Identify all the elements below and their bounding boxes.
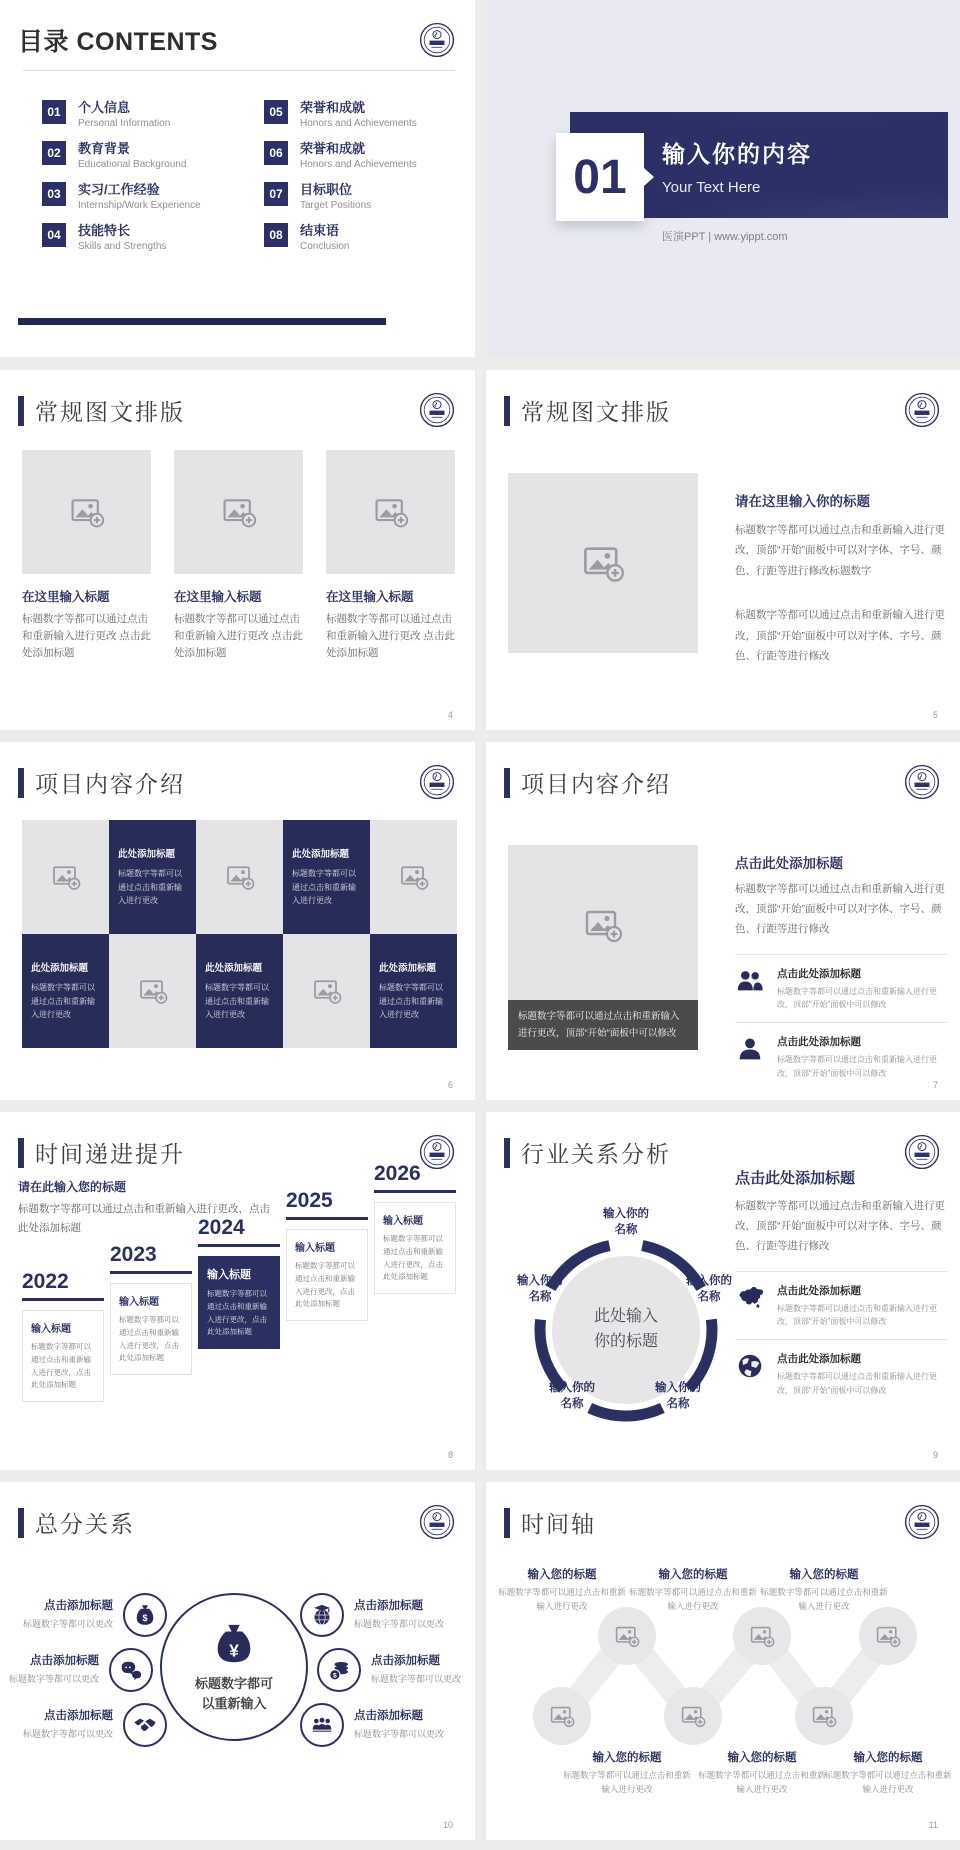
block-heading: 请在此输入您的标题 [18,1180,127,1194]
paragraph: 标题数字等都可以通过点击和重新输入进行更改，顶部“开始”面板中可以对字体、字号、颜色、行距等进行修改标题数字 [735,524,945,577]
toc-item [264,182,464,223]
step-title: 输入标题 [207,1269,251,1282]
slide-relation-analysis[interactable] [486,1112,960,1470]
toc-item-number: 06 [264,141,288,165]
node-title: 输入您的标题 [727,1752,797,1764]
item-title: 点击此处添加标题 [777,967,861,980]
title-accent-bar [18,396,24,426]
text-column [735,490,947,667]
slide-zigzag-timeline[interactable] [486,1482,960,1840]
toc-item-subtitle: Honors and Achievements [300,117,417,129]
text-cell [196,934,283,1048]
slide-layout-cards[interactable] [0,370,475,730]
spoke-circle [123,1703,167,1747]
timeline-node [664,1687,722,1745]
node-body: 标题数字等都可以通过点击和重新输入进行更改 [698,1770,826,1794]
feature-list [735,1271,947,1407]
toc-item [264,223,464,264]
toc-item-title: 目标职位 [300,182,353,197]
cell-body: 标题数字等都可以通过点击和重新输入进行更改 [292,869,356,906]
toc-item-number: 02 [42,141,66,165]
year-label: 2024 [198,1216,245,1239]
slide-title: 项目内容介绍 [521,771,671,797]
slide-header [504,766,671,799]
step-title: 输入标题 [31,1324,71,1336]
page-number: 10 [442,1820,453,1830]
cell-body: 标题数字等都可以通过点击和重新输入进行更改 [118,869,182,906]
toc-item-title: 结束语 [300,223,340,238]
school-emblem-icon [419,22,455,58]
toc-item [264,100,464,141]
step-title: 输入标题 [383,1216,423,1228]
toc-item-subtitle: Educational Background [78,158,187,170]
step-body: 标题数字等都可以通过点击和重新输入进行更改，点击此处添加标题 [31,1342,91,1390]
toc-item [42,182,264,223]
cell-title: 此处添加标题 [118,849,176,861]
step-box [22,1310,104,1402]
step-body: 标题数字等都可以通过点击和重新输入进行更改，点击此处添加标题 [295,1261,355,1309]
image-plus-icon [581,541,625,585]
toc-item-subtitle: Personal Information [78,117,171,129]
spoke-title: 点击添加标题 [371,1655,440,1667]
image-plus-icon [51,862,81,892]
paragraph: 标题数字等都可以通过点击和重新输入进行更改，顶部“开始”面板中可以对字体、字号、颜色、行距等进行修改 [735,1200,945,1252]
timeline-node [598,1607,656,1665]
node-title: 输入您的标题 [789,1569,859,1581]
image-plus-icon [69,494,105,530]
text-cell [370,934,457,1048]
item-title: 点击此处添加标题 [777,1284,861,1297]
toc-item-title: 技能特长 [78,223,131,238]
toc-list [42,100,464,264]
toc-item-title: 荣誉和成就 [300,100,366,115]
toc-item-number: 07 [264,182,288,206]
toc-title: 目录 CONTENTS [18,28,218,56]
step-title: 输入标题 [295,1243,335,1255]
year-underline [110,1271,192,1274]
school-emblem-icon [904,1134,940,1170]
graduation-globe-icon [310,1603,334,1627]
page-number: 8 [447,1450,453,1460]
globe-icon [735,1351,765,1381]
school-emblem-icon [419,764,455,800]
step-box [374,1202,456,1294]
year-underline [286,1217,368,1220]
china-map-icon [735,1283,765,1313]
image-placeholder [508,845,698,1050]
image-placeholder [508,473,698,653]
slide-header [18,1506,135,1539]
toc-item-subtitle: Target Positions [300,199,372,211]
spoke-circle [123,1593,167,1637]
slide-layout-image-text[interactable] [486,370,960,730]
title-accent-bar [504,768,510,798]
slide-section-header[interactable] [486,0,960,357]
slide-project-detail[interactable] [486,742,960,1100]
page-number: 7 [932,1080,938,1090]
image-plus-icon [583,905,623,945]
diagram-node-label: 输入你的名称 [686,1275,732,1303]
step-body: 标题数字等都可以通过点击和重新输入进行更改，点击此处添加标题 [383,1234,443,1282]
image-plus-icon [549,1703,575,1729]
timeline-node [733,1607,791,1665]
user-icon [735,1034,765,1064]
arrow-right-icon [644,168,654,186]
spoke-circle [300,1703,344,1747]
node-label [497,1566,627,1613]
spoke-circle [317,1648,361,1692]
slide-header [504,394,671,427]
block-heading: 请在这里输入你的标题 [735,494,870,509]
school-emblem-icon [904,764,940,800]
content-card [22,450,151,661]
image-caption [508,1000,698,1050]
feature-list [735,954,947,1090]
image-plus-icon [875,1623,901,1649]
image-plus-icon [614,1623,640,1649]
spoke-label [21,1707,113,1740]
node-label [628,1566,758,1613]
year-underline [374,1190,456,1193]
content-card [174,450,303,661]
cell-body: 标题数字等都可以通过点击和重新输入进行更改 [379,983,443,1020]
timeline-step [110,1243,192,1375]
toc-item-subtitle: Internship/Work Experience [78,199,201,211]
spoke-body: 标题数字等都可以更改 [354,1619,445,1629]
spoke-circle [109,1648,153,1692]
toc-item-title: 实习/工作经验 [78,182,160,197]
spoke-title: 点击添加标题 [44,1710,113,1722]
toc-item-subtitle: Conclusion [300,240,350,252]
feature-item [735,1271,947,1339]
bottom-accent-bar [18,318,386,325]
item-body: 标题数字等都可以通过点击和重新输入进行更改，顶部“开始”面板中可以修改 [777,1055,937,1078]
spoke-body: 标题数字等都可以更改 [22,1729,113,1739]
hub-circle [160,1593,308,1741]
spoke-circle [300,1593,344,1637]
toc-item-number: 04 [42,223,66,247]
coins-icon [327,1658,351,1682]
node-label [823,1749,953,1796]
slide-title: 总分关系 [35,1511,135,1537]
image-plus-icon [399,862,429,892]
page-number: 5 [932,710,938,720]
toc-item-number: 01 [42,100,66,124]
item-body: 标题数字等都可以通过点击和重新输入进行更改，顶部“开始”面板中可以修改 [777,986,937,1010]
image-plus-icon [749,1623,775,1649]
node-body: 标题数字等都可以通过点击和重新输入进行更改 [760,1587,888,1611]
node-label [697,1749,827,1796]
spoke-title: 点击添加标题 [354,1710,423,1722]
money-bag-yen-icon [211,1621,257,1667]
node-body: 标题数字等都可以通过点击和重新输入进行更改 [824,1770,952,1794]
image-placeholder [22,820,109,934]
spoke-label [354,1597,458,1630]
cell-title: 此处添加标题 [379,963,437,975]
hub-title: 标题数字都可以重新输入 [194,1676,273,1711]
cell-body: 标题数字等都可以通过点击和重新输入进行更改 [31,983,95,1020]
timeline-step [374,1162,456,1294]
year-label: 2022 [22,1270,69,1293]
text-cell [283,820,370,934]
brand-watermark: 医演PPT | www.yippt.com [662,231,788,243]
slide-staircase-timeline[interactable] [0,1112,475,1470]
spoke-label [7,1652,99,1685]
timeline-node [795,1687,853,1745]
step-title: 输入标题 [119,1297,159,1309]
year-label: 2026 [374,1162,421,1185]
image-placeholder [326,450,455,574]
slide-toc[interactable] [0,0,475,357]
step-box [286,1229,368,1321]
image-plus-icon [811,1703,837,1729]
toc-item-number: 03 [42,182,66,206]
page-number: 6 [447,1080,453,1090]
card-body: 标题数字等都可以通过点击和重新输入进行更改 点击此处添加标题 [174,613,303,659]
slide-header [18,394,185,427]
card-row [22,450,455,661]
toc-item [42,141,264,182]
node-body: 标题数字等都可以通过点击和重新输入进行更改 [629,1587,757,1611]
image-plus-icon [680,1703,706,1729]
node-title: 输入您的标题 [592,1752,662,1764]
toc-item [264,141,464,182]
slide-title: 项目内容介绍 [35,771,185,797]
item-body: 标题数字等都可以通过点击和重新输入进行更改，顶部“开始”面板中可以修改 [777,1303,937,1327]
image-placeholder [283,934,370,1048]
feature-item [735,1339,947,1407]
slide-title: 行业关系分析 [521,1141,671,1167]
text-column [735,852,947,1090]
slide-title: 时间递进提升 [35,1141,185,1167]
block-subtext: 标题数字等都可以通过点击和重新输入进行更改，点击此处添加标题 [18,1203,270,1235]
title-accent-bar [18,1138,24,1168]
spoke-title: 点击添加标题 [30,1655,99,1667]
spoke-title: 点击添加标题 [44,1600,113,1612]
school-emblem-icon [419,392,455,428]
slide-header [18,766,185,799]
card-body: 标题数字等都可以通过点击和重新输入进行更改 点击此处添加标题 [22,613,151,659]
card-title: 在这里输入标题 [174,590,262,604]
year-underline [22,1298,104,1301]
section-titles [662,136,812,196]
step-box [110,1283,192,1375]
image-plus-icon [221,494,257,530]
spoke-title: 点击添加标题 [354,1600,423,1612]
spoke-body: 标题数字等都可以更改 [8,1674,99,1684]
section-title-zh: 输入你的内容 [662,141,812,167]
image-placeholder [109,934,196,1048]
toc-item-subtitle: Honors and Achievements [300,158,417,170]
year-underline [198,1244,280,1247]
handshake-icon [133,1713,157,1737]
caption-text: 标题数字等都可以通过点击和重新输入进行更改，顶部“开始”面板中可以修改 [518,1010,680,1039]
section-number: 01 [573,150,627,204]
toc-item-title: 个人信息 [78,100,131,115]
slide-hub-spokes[interactable] [0,1482,475,1840]
divider [23,70,455,71]
feature-item [735,1022,947,1090]
step-body: 标题数字等都可以通过点击和重新输入进行更改，点击此处添加标题 [207,1289,267,1337]
diagram-node-label: 输入你的名称 [549,1382,595,1410]
image-placeholder [196,820,283,934]
item-body: 标题数字等都可以通过点击和重新输入进行更改，顶部“开始”面板中可以修改 [777,1372,937,1395]
title-accent-bar [18,1508,24,1538]
block-heading: 点击此处添加标题 [735,1170,856,1187]
spoke-body: 标题数字等都可以更改 [354,1729,445,1739]
slide-project-checkerboard[interactable] [0,742,475,1100]
checkerboard [22,820,457,1048]
section-number-box [556,133,644,221]
cell-title: 此处添加标题 [205,963,263,975]
block-heading: 点击此处添加标题 [735,856,843,871]
school-emblem-icon [904,392,940,428]
spoke-body: 标题数字等都可以更改 [22,1619,113,1629]
title-accent-bar [18,768,24,798]
node-body: 标题数字等都可以通过点击和重新输入进行更改 [498,1587,626,1611]
item-title: 点击此处添加标题 [777,1036,861,1048]
card-body: 标题数字等都可以通过点击和重新输入进行更改 点击此处添加标题 [326,613,455,659]
money-bag-dollar-icon [133,1603,157,1627]
image-placeholder [174,450,303,574]
users-icon [735,966,765,996]
diagram-node-label: 输入你的名称 [517,1275,563,1303]
page-number: 9 [932,1450,938,1460]
slide-header [18,1136,185,1169]
node-body: 标题数字等都可以通过点击和重新输入进行更改 [563,1770,691,1794]
step-box [198,1256,280,1349]
center-title: 此处输入你的标题 [593,1308,658,1350]
spoke-label [21,1597,113,1630]
cell-title: 此处添加标题 [31,963,89,975]
timeline-node [859,1607,917,1665]
text-column [735,1167,947,1407]
node-title: 输入您的标题 [658,1569,728,1581]
timeline-step [286,1189,368,1321]
image-plus-icon [373,494,409,530]
page-number: 11 [928,1820,938,1830]
slide-title: 常规图文排版 [521,399,671,425]
node-label [562,1749,692,1796]
year-label: 2023 [110,1243,157,1266]
school-emblem-icon [419,1504,455,1540]
year-label: 2025 [286,1189,333,1212]
timeline-step-highlight [198,1216,280,1349]
image-plus-icon [138,976,168,1006]
content-card [326,450,455,661]
diagram-node-label: 输入你的名称 [655,1382,701,1410]
cell-title: 此处添加标题 [292,849,350,861]
text-cell [109,820,196,934]
toc-item-number: 08 [264,223,288,247]
image-placeholder [22,450,151,574]
node-title: 输入您的标题 [853,1752,923,1764]
image-plus-icon [225,862,255,892]
item-title: 点击此处添加标题 [777,1353,861,1365]
title-accent-bar [504,1138,510,1168]
paragraph: 标题数字等都可以通过点击和重新输入进行更改，顶部“开始”面板中可以对字体、字号、颜色、行距等进行修改 [735,883,945,935]
diagram-node-label: 输入你的名称 [603,1208,649,1236]
paragraph: 标题数字等都可以通过点击和重新输入进行更改，顶部“开始”面板中可以对字体、字号、颜色、行距等进行修改 [735,609,945,663]
node-label [759,1566,889,1613]
slide-header [504,1136,671,1169]
node-title: 输入您的标题 [527,1569,597,1581]
timeline-step [22,1270,104,1402]
feature-item [735,954,947,1022]
slide-title: 时间轴 [521,1511,596,1537]
toc-item-title: 教育背景 [78,141,131,156]
toc-item-subtitle: Skills and Strengths [78,240,167,252]
timeline-node [533,1687,591,1745]
slide-title: 常规图文排版 [35,399,185,425]
image-plus-icon [312,976,342,1006]
card-title: 在这里输入标题 [22,590,110,604]
spoke-label [371,1652,475,1685]
cell-body: 标题数字等都可以通过点击和重新输入进行更改 [205,983,269,1020]
title-accent-bar [504,396,510,426]
people-group-icon [310,1713,334,1737]
page-number: 4 [447,710,453,720]
card-title: 在这里输入标题 [326,590,414,604]
toc-item [42,100,264,141]
step-body: 标题数字等都可以通过点击和重新输入进行更改，点击此处添加标题 [119,1315,179,1363]
spoke-body: 标题数字等都可以更改 [371,1674,462,1684]
section-title-en: Your Text Here [662,179,761,196]
image-placeholder [370,820,457,934]
toc-item-number: 05 [264,100,288,124]
text-cell [22,934,109,1048]
toc-item-title: 荣誉和成就 [300,141,366,156]
spoke-label [354,1707,458,1740]
toc-item [42,223,264,264]
chat-bubbles-icon [119,1658,143,1682]
